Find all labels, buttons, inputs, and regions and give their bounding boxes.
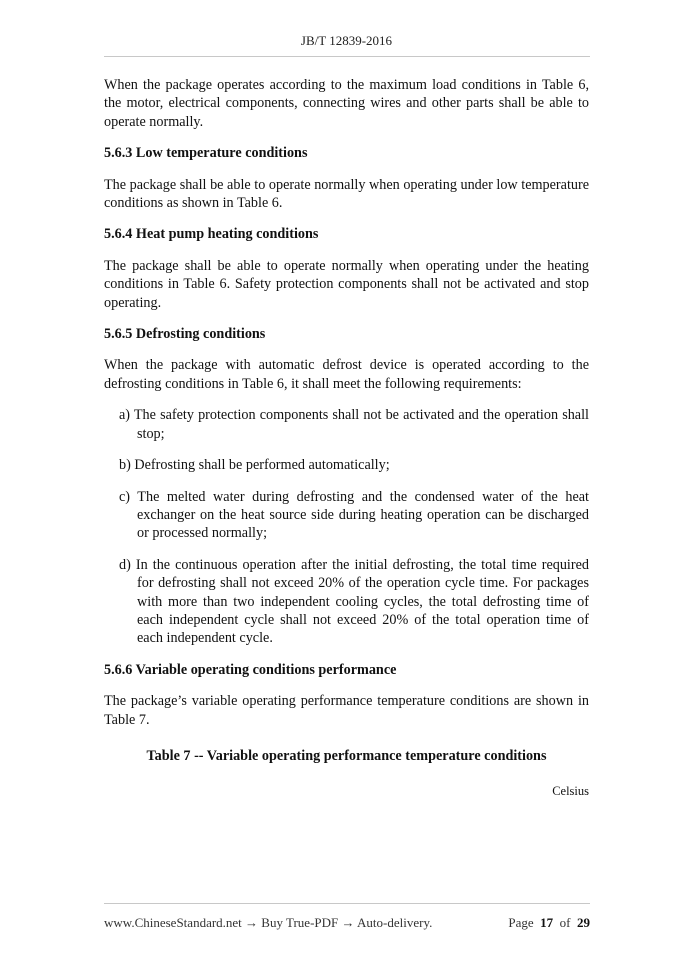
requirement-d: d) In the continuous operation after the initial defrosting, the total time required for defrosting shall not exceed 20% of the operation cycle time. For packages with more than two independent cooling cycles, the total defrosting time of each independent cycle shall not exceed 20% of the total operation time of each independent cycle. xyxy=(119,556,589,647)
table-7-title: Table 7 -- Variable operating performance temperature conditions xyxy=(146,747,547,764)
footer-divider xyxy=(104,903,590,904)
section-5-6-4-heading: 5.6.4 Heat pump heating conditions xyxy=(104,226,319,243)
page-number xyxy=(508,915,590,931)
footer-promo xyxy=(104,915,432,931)
section-5-6-5-heading: 5.6.5 Defrosting conditions xyxy=(104,326,266,343)
total-pages: 29 xyxy=(577,915,590,930)
requirement-a: a) The safety protection components shall not be activated and the operation shall stop; xyxy=(119,407,589,442)
page-content xyxy=(104,76,589,799)
requirement-c: c) The melted water during defrosting and the condensed water of the heat exchanger on the heat source side during heating operation can be discharged or processed normally; xyxy=(119,488,589,542)
document-code-header: JB/T 12839-2016 xyxy=(300,33,393,48)
section-5-6-6-heading: 5.6.6 Variable operating conditions performance xyxy=(104,661,397,678)
requirement-b: b) Defrosting shall be performed automatically; xyxy=(119,457,390,474)
intro-paragraph: When the package operates according to the maximum load conditions in Table 6, the motor, electrical components, connecting wires and other parts shall be able to operate normally. xyxy=(104,77,589,130)
of-label: of xyxy=(559,915,571,930)
current-page: 17 xyxy=(540,915,554,930)
section-5-6-5-paragraph: When the package with automatic defrost device is operated according to the defrosting conditions in Table 6, it shall meet the following requirements: xyxy=(104,357,589,392)
section-5-6-3-heading: 5.6.3 Low temperature conditions xyxy=(104,145,308,162)
auto-delivery-text: Auto-delivery. xyxy=(357,915,433,930)
page-label: Page xyxy=(508,915,534,930)
section-5-6-6-paragraph: The package’s variable operating performance temperature conditions are shown in Table 7. xyxy=(104,693,589,728)
arrow-right-icon: → xyxy=(245,915,259,930)
header-divider xyxy=(104,56,590,57)
arrow-right-icon: → xyxy=(341,915,355,930)
table-unit-label: Celsius xyxy=(552,784,589,799)
buy-pdf-link[interactable]: Buy True-PDF xyxy=(261,915,339,930)
section-5-6-4-paragraph: The package shall be able to operate normally when operating under the heating conditions in Table 6. Safety protection components shall not be activated and stop operating. xyxy=(104,257,589,311)
section-5-6-3-paragraph: The package shall be able to operate normally when operating under low temperature conditions as shown in Table 6. xyxy=(104,176,589,212)
site-link[interactable]: www.ChineseStandard.net xyxy=(104,915,242,930)
